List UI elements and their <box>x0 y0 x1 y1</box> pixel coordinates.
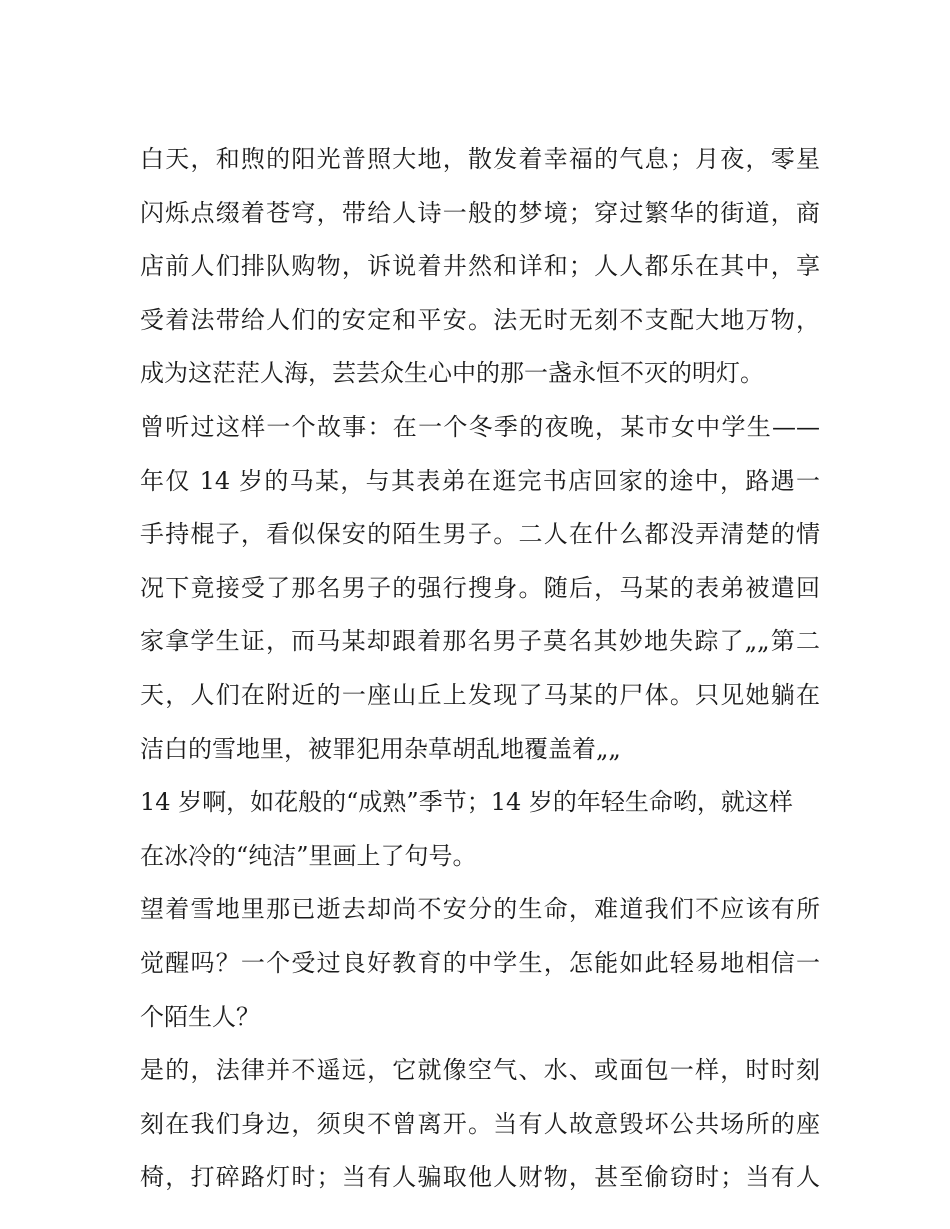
document-body <box>140 133 820 1205</box>
text-line: 况下竟接受了那名男子的强行搜身。随后，马某的表弟被遣回 <box>140 573 820 602</box>
text-line: 在冰冷的“纯洁”里画上了句号。 <box>140 841 477 870</box>
text-line: 洁白的雪地里，被罪犯用杂草胡乱地覆盖着„„ <box>140 734 621 763</box>
text-line: 受着法带给人们的安定和平安。法无时无刻不支配大地万物， <box>140 305 820 334</box>
text-line: 闪烁点缀着苍穹，带给人诗一般的梦境；穿过繁华的街道，商 <box>140 198 820 227</box>
text-line: 家拿学生证，而马某却跟着那名男子莫名其妙地失踪了„„第二 <box>140 627 820 656</box>
text-line: 椅，打碎路灯时；当有人骗取他人财物，甚至偷窃时；当有人 <box>140 1163 820 1192</box>
text-line: 年仅 14 岁的马某，与其表弟在逛完书店回家的途中，路遇一 <box>140 466 820 495</box>
text-line: 店前人们排队购物，诉说着井然和详和；人人都乐在其中，享 <box>140 252 820 281</box>
text-line: 个陌生人？ <box>140 1002 260 1031</box>
text-line: 天，人们在附近的一座山丘上发现了马某的尸体。只见她躺在 <box>140 680 820 709</box>
text-line: 望着雪地里那已逝去却尚不安分的生命，难道我们不应该有所 <box>140 895 820 924</box>
text-line: 刻在我们身边，须臾不曾离开。当有人故意毁坏公共场所的座 <box>140 1109 820 1138</box>
text-line: 成为这茫茫人海，芸芸众生心中的那一盏永恒不灭的明灯。 <box>140 359 764 388</box>
text-line: 14 岁啊，如花般的“成熟”季节；14 岁的年轻生命哟，就这样 <box>140 788 793 817</box>
text-line: 是的，法律并不遥远，它就像空气、水、或面包一样，时时刻 <box>140 1056 820 1085</box>
text-line: 白天，和煦的阳光普照大地，散发着幸福的气息；月夜，零星 <box>140 145 820 173</box>
text-line: 觉醒吗？一个受过良好教育的中学生，怎能如此轻易地相信一 <box>140 948 820 977</box>
text-line: 手持棍子，看似保安的陌生男子。二人在什么都没弄清楚的情 <box>140 520 820 549</box>
text-line: 曾听过这样一个故事：在一个冬季的夜晚，某市女中学生—— <box>140 412 820 441</box>
